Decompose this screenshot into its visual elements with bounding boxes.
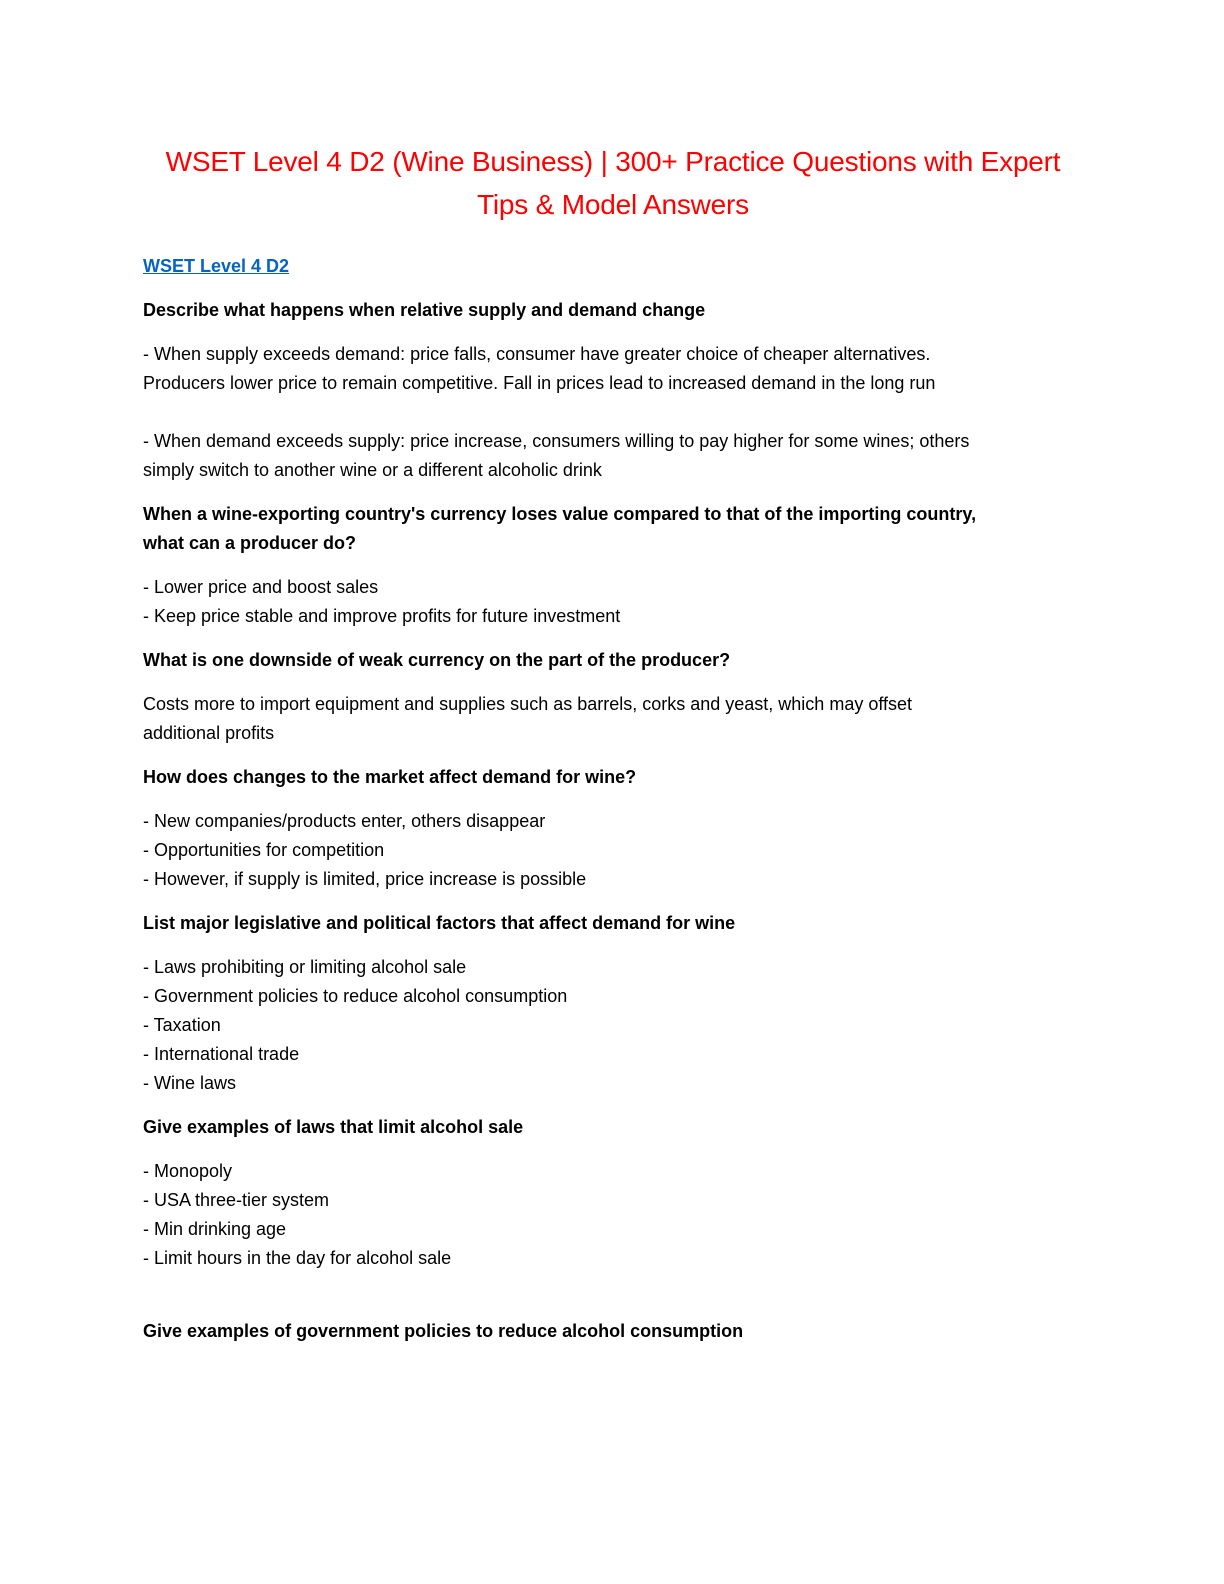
answer-market-changes bbox=[143, 807, 1083, 894]
answer-legislative-factors bbox=[143, 953, 1083, 1098]
answer-line: Producers lower price to remain competitive. Fall in prices lead to increased demand in the long run bbox=[143, 373, 936, 393]
answer-line: - Taxation bbox=[143, 1015, 221, 1035]
answer-line: - Limit hours in the day for alcohol sale bbox=[143, 1248, 452, 1268]
answer-line: - Wine laws bbox=[143, 1073, 237, 1093]
answer-weak-currency-downside bbox=[143, 690, 1083, 748]
answer-line: simply switch to another wine or a different alcoholic drink bbox=[143, 460, 602, 480]
question-government-policies: Give examples of government policies to reduce alcohol consumption bbox=[143, 1321, 744, 1341]
answer-line: - Government policies to reduce alcohol consumption bbox=[143, 986, 568, 1006]
answer-line: - When supply exceeds demand: price falls, consumer have greater choice of cheaper alternatives. bbox=[143, 344, 931, 364]
answer-line: - Laws prohibiting or limiting alcohol sale bbox=[143, 957, 467, 977]
answer-demand-exceeds-supply bbox=[143, 427, 1083, 485]
question-supply-demand: Describe what happens when relative supply and demand change bbox=[143, 300, 706, 320]
question-laws-limit-sale: Give examples of laws that limit alcohol sale bbox=[143, 1117, 524, 1137]
question-legislative-factors: List major legislative and political factors that affect demand for wine bbox=[143, 913, 736, 933]
answer-line: - USA three-tier system bbox=[143, 1190, 330, 1210]
answer-line: - Min drinking age bbox=[143, 1219, 287, 1239]
answer-line: - When demand exceeds supply: price increase, consumers willing to pay higher for some wines; others bbox=[143, 431, 970, 451]
document-title: WSET Level 4 D2 (Wine Business) | 300+ Practice Questions with Expert Tips & Model Answers bbox=[165, 146, 1061, 220]
answer-line: - New companies/products enter, others disappear bbox=[143, 811, 546, 831]
answer-line: - International trade bbox=[143, 1044, 300, 1064]
wset-level-4-d2-link[interactable]: WSET Level 4 D2 bbox=[143, 256, 290, 276]
question-market-changes: How does changes to the market affect demand for wine? bbox=[143, 767, 637, 787]
question-weak-currency-downside: What is one downside of weak currency on the part of the producer? bbox=[143, 650, 731, 670]
answer-laws-limit-sale bbox=[143, 1157, 1083, 1273]
answer-line: - Keep price stable and improve profits for future investment bbox=[143, 606, 621, 626]
answer-line: - Lower price and boost sales bbox=[143, 577, 379, 597]
question-line: what can a producer do? bbox=[143, 533, 357, 553]
answer-line: - However, if supply is limited, price increase is possible bbox=[143, 869, 587, 889]
answer-line: - Opportunities for competition bbox=[143, 840, 385, 860]
answer-line: - Monopoly bbox=[143, 1161, 233, 1181]
question-currency-loss bbox=[143, 500, 1083, 558]
answer-line: additional profits bbox=[143, 723, 275, 743]
answer-line: Costs more to import equipment and supplies such as barrels, corks and yeast, which may offset bbox=[143, 694, 913, 714]
question-line: When a wine-exporting country's currency loses value compared to that of the importing country, bbox=[143, 504, 977, 524]
answer-supply-exceeds-demand bbox=[143, 340, 1083, 398]
document-page bbox=[143, 140, 1083, 1361]
answer-currency-loss bbox=[143, 573, 1083, 631]
